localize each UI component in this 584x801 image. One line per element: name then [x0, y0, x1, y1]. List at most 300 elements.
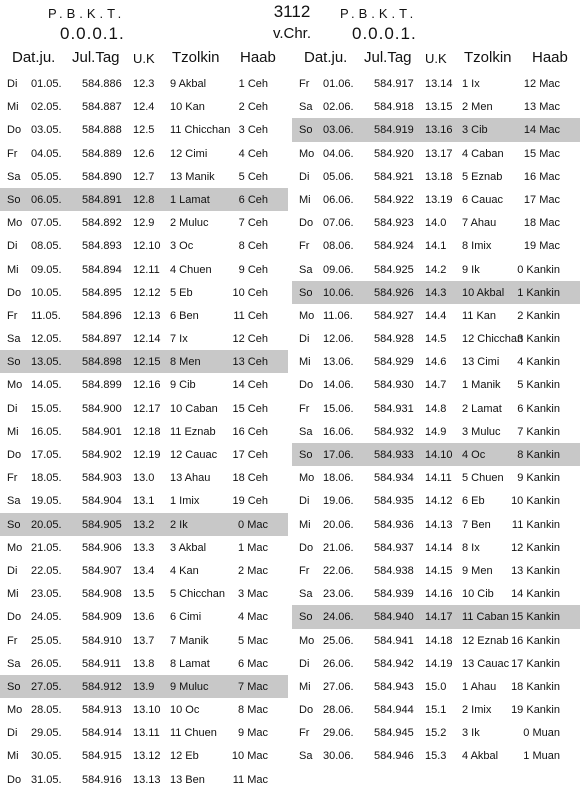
cell-tzolkin: 11 Chuen	[170, 727, 217, 740]
cell-uk-value: 13.0	[133, 472, 155, 485]
cell-date: 06.06.	[323, 193, 354, 206]
cell-date: 30.06.	[323, 750, 354, 763]
cell-julian-day: 584.925	[374, 263, 414, 276]
cell-date: 21.06.	[323, 541, 354, 554]
cell-weekday: So	[299, 449, 313, 461]
cell-haab: 4 Kankin	[517, 356, 560, 369]
table-row-sunday	[0, 675, 288, 698]
cell-uk-value: 13.3	[133, 541, 155, 554]
table-row	[0, 234, 288, 257]
cell-tzolkin: 9 Ik	[462, 263, 480, 276]
cell-uk-value: 14.0	[425, 217, 447, 230]
cell-julian-day: 584.935	[374, 495, 414, 508]
table-row	[292, 188, 580, 211]
cell-julian-day: 584.927	[374, 309, 414, 322]
cell-uk-value: 13.1	[133, 495, 155, 508]
cell-uk-value: 13.9	[133, 680, 155, 693]
cell-weekday: Mi	[7, 588, 19, 601]
table-row	[292, 72, 580, 95]
cell-julian-day: 584.909	[82, 611, 122, 624]
cell-tzolkin: 6 Cauac	[462, 193, 503, 206]
cell-uk-value: 14.2	[425, 263, 447, 276]
table-row	[0, 652, 288, 675]
cell-uk-value: 14.5	[425, 333, 447, 346]
cell-weekday: Mo	[7, 541, 23, 554]
table-row	[292, 721, 580, 744]
cell-haab: 14 Ceh	[232, 379, 268, 392]
cell-uk-value: 14.19	[425, 657, 453, 670]
cell-uk-value: 14.15	[425, 564, 453, 577]
cell-uk-value: 14.10	[425, 449, 453, 461]
table-row-sunday	[292, 118, 580, 141]
cell-julian-day: 584.946	[374, 750, 414, 763]
cell-weekday: Do	[299, 704, 314, 717]
cell-tzolkin: 2 Men	[462, 101, 493, 114]
cell-tzolkin: 2 Ik	[170, 518, 188, 531]
table-row	[292, 652, 580, 675]
table-row	[292, 327, 580, 350]
right-pbkt-label: P.B.K.T.	[340, 6, 418, 21]
cell-haab: 7 Mac	[238, 680, 268, 693]
cell-tzolkin: 7 Ahau	[462, 217, 497, 230]
cell-haab: 12 Kankin	[511, 541, 560, 554]
cell-haab: 0 Muan	[523, 727, 560, 740]
cell-date: 10.05.	[31, 286, 62, 299]
table-row	[292, 698, 580, 721]
cell-tzolkin: 3 Muluc	[462, 425, 501, 438]
cell-weekday: Sa	[7, 170, 21, 183]
cell-julian-day: 584.923	[374, 217, 414, 230]
cell-julian-day: 584.915	[82, 750, 122, 763]
header-uk: U.K	[425, 51, 447, 66]
cell-tzolkin: 4 Kan	[170, 564, 199, 577]
cell-date: 02.05.	[31, 101, 62, 114]
cell-tzolkin: 8 Lamat	[170, 657, 210, 670]
cell-tzolkin: 13 Cimi	[462, 356, 500, 369]
cell-tzolkin: 9 Akbal	[170, 78, 207, 90]
cell-julian-day: 584.899	[82, 379, 122, 392]
cell-julian-day: 584.940	[374, 611, 414, 624]
cell-tzolkin: 11 Kan	[462, 309, 497, 322]
cell-julian-day: 584.901	[82, 425, 122, 438]
cell-julian-day: 584.943	[374, 680, 414, 693]
table-row-sunday	[292, 281, 580, 304]
cell-haab: 15 Mac	[523, 147, 560, 160]
cell-date: 11.05.	[31, 309, 61, 322]
cell-julian-day: 584.892	[82, 217, 122, 230]
cell-uk-value: 13.2	[133, 518, 155, 531]
left-pbkt-code: 0.0.0.1.	[60, 24, 125, 43]
cell-uk-value: 15.3	[425, 750, 447, 763]
cell-julian-day: 584.886	[82, 78, 122, 90]
cell-weekday: So	[7, 680, 21, 693]
cell-tzolkin: 1 Manik	[462, 379, 501, 392]
cell-uk-value: 12.13	[133, 309, 161, 322]
cell-tzolkin: 4 Chuen	[170, 263, 212, 276]
cell-haab: 18 Mac	[523, 217, 560, 230]
cell-weekday: Fr	[299, 564, 310, 577]
table-row-sunday	[292, 605, 580, 628]
cell-weekday: Do	[7, 449, 22, 461]
cell-uk-value: 12.14	[133, 333, 161, 346]
cell-date: 11.06.	[323, 309, 353, 322]
cell-uk-value: 14.1	[425, 240, 447, 253]
cell-weekday: Di	[299, 333, 310, 346]
table-row	[0, 768, 288, 791]
cell-date: 16.06.	[323, 425, 354, 438]
table-row	[292, 350, 580, 373]
cell-uk-value: 12.11	[133, 263, 160, 276]
cell-haab: 3 Mac	[238, 588, 268, 601]
cell-weekday: Sa	[299, 750, 313, 763]
cell-haab: 1 Muan	[523, 750, 560, 763]
cell-tzolkin: 4 Oc	[462, 449, 486, 461]
cell-haab: 13 Ceh	[232, 356, 268, 369]
cell-date: 03.05.	[31, 124, 62, 137]
cell-tzolkin: 11 Chicchan	[170, 124, 231, 137]
cell-tzolkin: 8 Imix	[462, 240, 492, 253]
table-row	[0, 211, 288, 234]
cell-weekday: Mi	[299, 518, 311, 531]
cell-tzolkin: 11 Eznab	[170, 425, 216, 438]
cell-weekday: Di	[299, 495, 310, 508]
cell-date: 27.05.	[31, 680, 62, 693]
cell-tzolkin: 13 Ahau	[170, 472, 211, 485]
cell-weekday: So	[7, 356, 21, 369]
cell-haab: 19 Mac	[523, 240, 560, 253]
cell-haab: 17 Kankin	[511, 657, 560, 670]
cell-haab: 3 Ceh	[238, 124, 268, 137]
cell-julian-day: 584.905	[82, 518, 122, 531]
table-row	[0, 118, 288, 141]
cell-date: 04.05.	[31, 147, 62, 160]
right-pbkt-code: 0.0.0.1.	[352, 24, 417, 43]
cell-date: 21.05.	[31, 541, 62, 554]
cell-haab: 2 Mac	[238, 564, 268, 577]
cell-weekday: Sa	[299, 425, 313, 438]
cell-julian-day: 584.945	[374, 727, 414, 740]
cell-date: 20.05.	[31, 518, 62, 531]
cell-uk-value: 14.8	[425, 402, 447, 415]
cell-julian-day: 584.891	[82, 193, 122, 206]
cell-date: 03.06.	[323, 124, 354, 137]
cell-julian-day: 584.928	[374, 333, 414, 346]
cell-weekday: Mi	[7, 425, 19, 438]
cell-haab: 10 Mac	[231, 750, 268, 763]
cell-julian-day: 584.942	[374, 657, 414, 670]
cell-tzolkin: 2 Muluc	[170, 217, 209, 230]
cell-julian-day: 584.916	[82, 773, 122, 786]
table-row	[0, 466, 288, 489]
cell-weekday: Fr	[299, 78, 310, 90]
cell-uk-value: 12.9	[133, 217, 155, 230]
cell-uk-value: 13.18	[425, 170, 453, 183]
cell-date: 28.06.	[323, 704, 354, 717]
header-date: Dat.ju.	[12, 49, 56, 66]
cell-uk-value: 12.4	[133, 101, 155, 114]
cell-haab: 1 Kankin	[517, 286, 560, 299]
cell-tzolkin: 10 Caban	[170, 402, 218, 415]
cell-haab: 13 Mac	[523, 101, 560, 114]
cell-uk-value: 14.17	[425, 611, 453, 624]
cell-julian-day: 584.908	[82, 588, 122, 601]
cell-haab: 5 Ceh	[238, 170, 268, 183]
cell-weekday: Sa	[299, 263, 313, 276]
table-row	[0, 258, 288, 281]
cell-weekday: Fr	[7, 309, 18, 322]
cell-julian-day: 584.944	[374, 704, 414, 717]
table-row	[0, 536, 288, 559]
table-row-sunday	[0, 188, 288, 211]
cell-haab: 4 Mac	[238, 611, 268, 624]
table-row-sunday	[292, 443, 580, 466]
cell-date: 13.06.	[323, 356, 354, 369]
cell-weekday: Di	[299, 170, 310, 183]
cell-weekday: Sa	[7, 333, 21, 346]
table-row	[292, 373, 580, 396]
cell-uk-value: 14.6	[425, 356, 447, 369]
cell-weekday: Do	[299, 379, 314, 392]
cell-julian-day: 584.897	[82, 333, 122, 346]
cell-weekday: Mi	[299, 680, 311, 693]
cell-uk-value: 12.12	[133, 286, 161, 299]
cell-uk-value: 13.12	[133, 750, 161, 763]
cell-date: 08.06.	[323, 240, 354, 253]
table-row	[0, 142, 288, 165]
cell-date: 31.05.	[31, 773, 62, 786]
cell-date: 30.05.	[31, 750, 62, 763]
cell-haab: 16 Kankin	[511, 634, 560, 647]
cell-tzolkin: 11 Caban	[462, 611, 509, 624]
cell-tzolkin: 6 Cimi	[170, 611, 202, 624]
cell-uk-value: 12.15	[133, 356, 161, 369]
cell-tzolkin: 5 Chuen	[462, 472, 504, 485]
cell-date: 28.05.	[31, 704, 62, 717]
cell-julian-day: 584.941	[374, 634, 414, 647]
table-row	[0, 559, 288, 582]
cell-haab: 6 Ceh	[238, 193, 268, 206]
cell-date: 04.06.	[323, 147, 354, 160]
table-row	[0, 304, 288, 327]
cell-uk-value: 14.4	[425, 309, 447, 322]
cell-tzolkin: 6 Ben	[170, 309, 199, 322]
cell-weekday: Di	[7, 78, 18, 90]
cell-date: 25.06.	[323, 634, 354, 647]
cell-uk-value: 12.3	[133, 78, 155, 90]
cell-haab: 16 Ceh	[232, 425, 268, 438]
cell-haab: 10 Ceh	[232, 286, 268, 299]
cell-weekday: Sa	[7, 657, 21, 670]
cell-date: 05.06.	[323, 170, 354, 183]
cell-haab: 7 Kankin	[517, 425, 560, 438]
cell-haab: 12 Mac	[523, 78, 560, 90]
cell-uk-value: 12.16	[133, 379, 161, 392]
cell-weekday: Fr	[7, 634, 18, 647]
cell-weekday: Mo	[7, 217, 23, 230]
cell-uk-value: 14.3	[425, 286, 447, 299]
table-row	[292, 582, 580, 605]
cell-haab: 11 Ceh	[233, 309, 268, 322]
cell-tzolkin: 13 Ben	[170, 773, 205, 786]
header-uk: U.K	[133, 51, 155, 66]
cell-uk-value: 13.19	[425, 193, 453, 206]
cell-date: 26.05.	[31, 657, 62, 670]
cell-weekday: Mi	[299, 356, 311, 369]
cell-julian-day: 584.906	[82, 541, 122, 554]
cell-weekday: Mo	[299, 472, 315, 485]
cell-date: 18.06.	[323, 472, 354, 485]
cell-tzolkin: 2 Lamat	[462, 402, 502, 415]
cell-weekday: Do	[299, 217, 314, 230]
cell-uk-value: 12.18	[133, 425, 161, 438]
cell-julian-day: 584.888	[82, 124, 122, 137]
cell-weekday: Fr	[299, 727, 310, 740]
cell-tzolkin: 12 Eznab	[462, 634, 509, 647]
cell-weekday: Mi	[7, 101, 19, 114]
cell-haab: 1 Ceh	[238, 78, 268, 90]
table-row	[0, 744, 288, 767]
cell-weekday: Sa	[299, 588, 313, 601]
cell-uk-value: 12.5	[133, 124, 155, 137]
cell-tzolkin: 7 Manik	[170, 634, 209, 647]
cell-date: 12.05.	[31, 333, 62, 346]
cell-julian-day: 584.922	[374, 193, 414, 206]
cell-uk-value: 13.5	[133, 588, 155, 601]
cell-julian-day: 584.889	[82, 147, 122, 160]
cell-date: 01.06.	[323, 78, 354, 90]
cell-weekday: Do	[7, 773, 22, 786]
cell-weekday: Fr	[299, 240, 310, 253]
table-row	[292, 165, 580, 188]
cell-haab: 10 Kankin	[511, 495, 560, 508]
cell-tzolkin: 3 Ik	[462, 727, 480, 740]
cell-tzolkin: 1 Imix	[170, 495, 200, 508]
table-row	[292, 559, 580, 582]
table-row	[292, 397, 580, 420]
cell-tzolkin: 1 Ahau	[462, 680, 497, 693]
cell-haab: 17 Ceh	[232, 449, 268, 461]
cell-julian-day: 584.893	[82, 240, 122, 253]
cell-date: 02.06.	[323, 101, 354, 114]
cell-date: 29.05.	[31, 727, 62, 740]
cell-tzolkin: 10 Akbal	[462, 286, 505, 299]
cell-uk-value: 13.6	[133, 611, 155, 624]
cell-tzolkin: 5 Chicchan	[170, 588, 226, 601]
cell-julian-day: 584.937	[374, 541, 414, 554]
cell-weekday: So	[299, 286, 313, 299]
cell-uk-value: 14.12	[425, 495, 453, 508]
cell-haab: 19 Kankin	[511, 704, 560, 717]
table-row	[292, 234, 580, 257]
cell-haab: 15 Ceh	[232, 402, 268, 415]
cell-haab: 12 Ceh	[232, 333, 268, 346]
header-julian-day: Jul.Tag	[72, 49, 120, 66]
cell-julian-day: 584.919	[374, 124, 414, 137]
cell-weekday: Fr	[7, 472, 18, 485]
cell-tzolkin: 9 Men	[462, 564, 493, 577]
cell-uk-value: 14.16	[425, 588, 453, 601]
cell-haab: 4 Ceh	[238, 147, 268, 160]
cell-weekday: Mo	[299, 634, 315, 647]
table-row	[0, 420, 288, 443]
table-row	[292, 304, 580, 327]
cell-julian-day: 584.894	[82, 263, 122, 276]
cell-weekday: Di	[7, 564, 18, 577]
cell-julian-day: 584.933	[374, 449, 414, 461]
cell-weekday: Do	[7, 124, 22, 137]
cell-date: 24.05.	[31, 611, 62, 624]
cell-date: 08.05.	[31, 240, 62, 253]
cell-tzolkin: 3 Oc	[170, 240, 194, 253]
cell-tzolkin: 3 Cib	[462, 124, 488, 137]
cell-uk-value: 12.10	[133, 240, 161, 253]
table-row-sunday	[0, 350, 288, 373]
table-row	[0, 281, 288, 304]
cell-haab: 8 Mac	[238, 704, 268, 717]
cell-haab: 8 Ceh	[238, 240, 268, 253]
cell-haab: 15 Kankin	[511, 611, 560, 624]
era-label: v.Chr.	[272, 25, 312, 42]
cell-date: 15.05.	[31, 402, 62, 415]
cell-weekday: Mi	[7, 263, 19, 276]
cell-julian-day: 584.911	[82, 657, 121, 670]
cell-weekday: So	[299, 611, 313, 624]
cell-julian-day: 584.926	[374, 286, 414, 299]
right-column-header	[292, 48, 580, 72]
cell-date: 12.06.	[323, 333, 354, 346]
cell-haab: 0 Kankin	[517, 263, 560, 276]
cell-weekday: Di	[7, 402, 18, 415]
cell-uk-value: 15.0	[425, 680, 447, 693]
cell-julian-day: 584.929	[374, 356, 414, 369]
cell-tzolkin: 10 Cib	[462, 588, 494, 601]
cell-julian-day: 584.938	[374, 564, 414, 577]
cell-julian-day: 584.930	[374, 379, 414, 392]
cell-weekday: Di	[7, 727, 18, 740]
cell-weekday: Mo	[299, 309, 315, 322]
cell-julian-day: 584.939	[374, 588, 414, 601]
cell-weekday: Di	[7, 240, 18, 253]
cell-haab: 2 Kankin	[517, 309, 560, 322]
cell-haab: 14 Kankin	[511, 588, 560, 601]
cell-date: 22.05.	[31, 564, 62, 577]
cell-date: 06.05.	[31, 193, 62, 206]
cell-julian-day: 584.898	[82, 356, 122, 369]
table-row-sunday	[0, 513, 288, 536]
cell-tzolkin: 4 Caban	[462, 147, 504, 160]
cell-uk-value: 13.15	[425, 101, 453, 114]
table-row	[0, 327, 288, 350]
cell-julian-day: 584.907	[82, 564, 122, 577]
cell-weekday: Sa	[7, 495, 21, 508]
cell-date: 09.05.	[31, 263, 62, 276]
cell-uk-value: 13.16	[425, 124, 453, 137]
cell-julian-day: 584.900	[82, 402, 122, 415]
cell-date: 01.05.	[31, 78, 62, 90]
header-haab: Haab	[240, 49, 276, 66]
cell-weekday: So	[7, 518, 21, 531]
cell-weekday: So	[299, 124, 313, 137]
cell-tzolkin: 3 Akbal	[170, 541, 207, 554]
table-row	[0, 489, 288, 512]
cell-date: 09.06.	[323, 263, 354, 276]
cell-tzolkin: 12 Eb	[170, 750, 199, 763]
cell-julian-day: 584.931	[374, 402, 414, 415]
cell-tzolkin: 13 Manik	[170, 170, 215, 183]
table-row	[0, 721, 288, 744]
cell-date: 18.05.	[31, 472, 62, 485]
cell-tzolkin: 13 Cauac	[462, 657, 510, 670]
